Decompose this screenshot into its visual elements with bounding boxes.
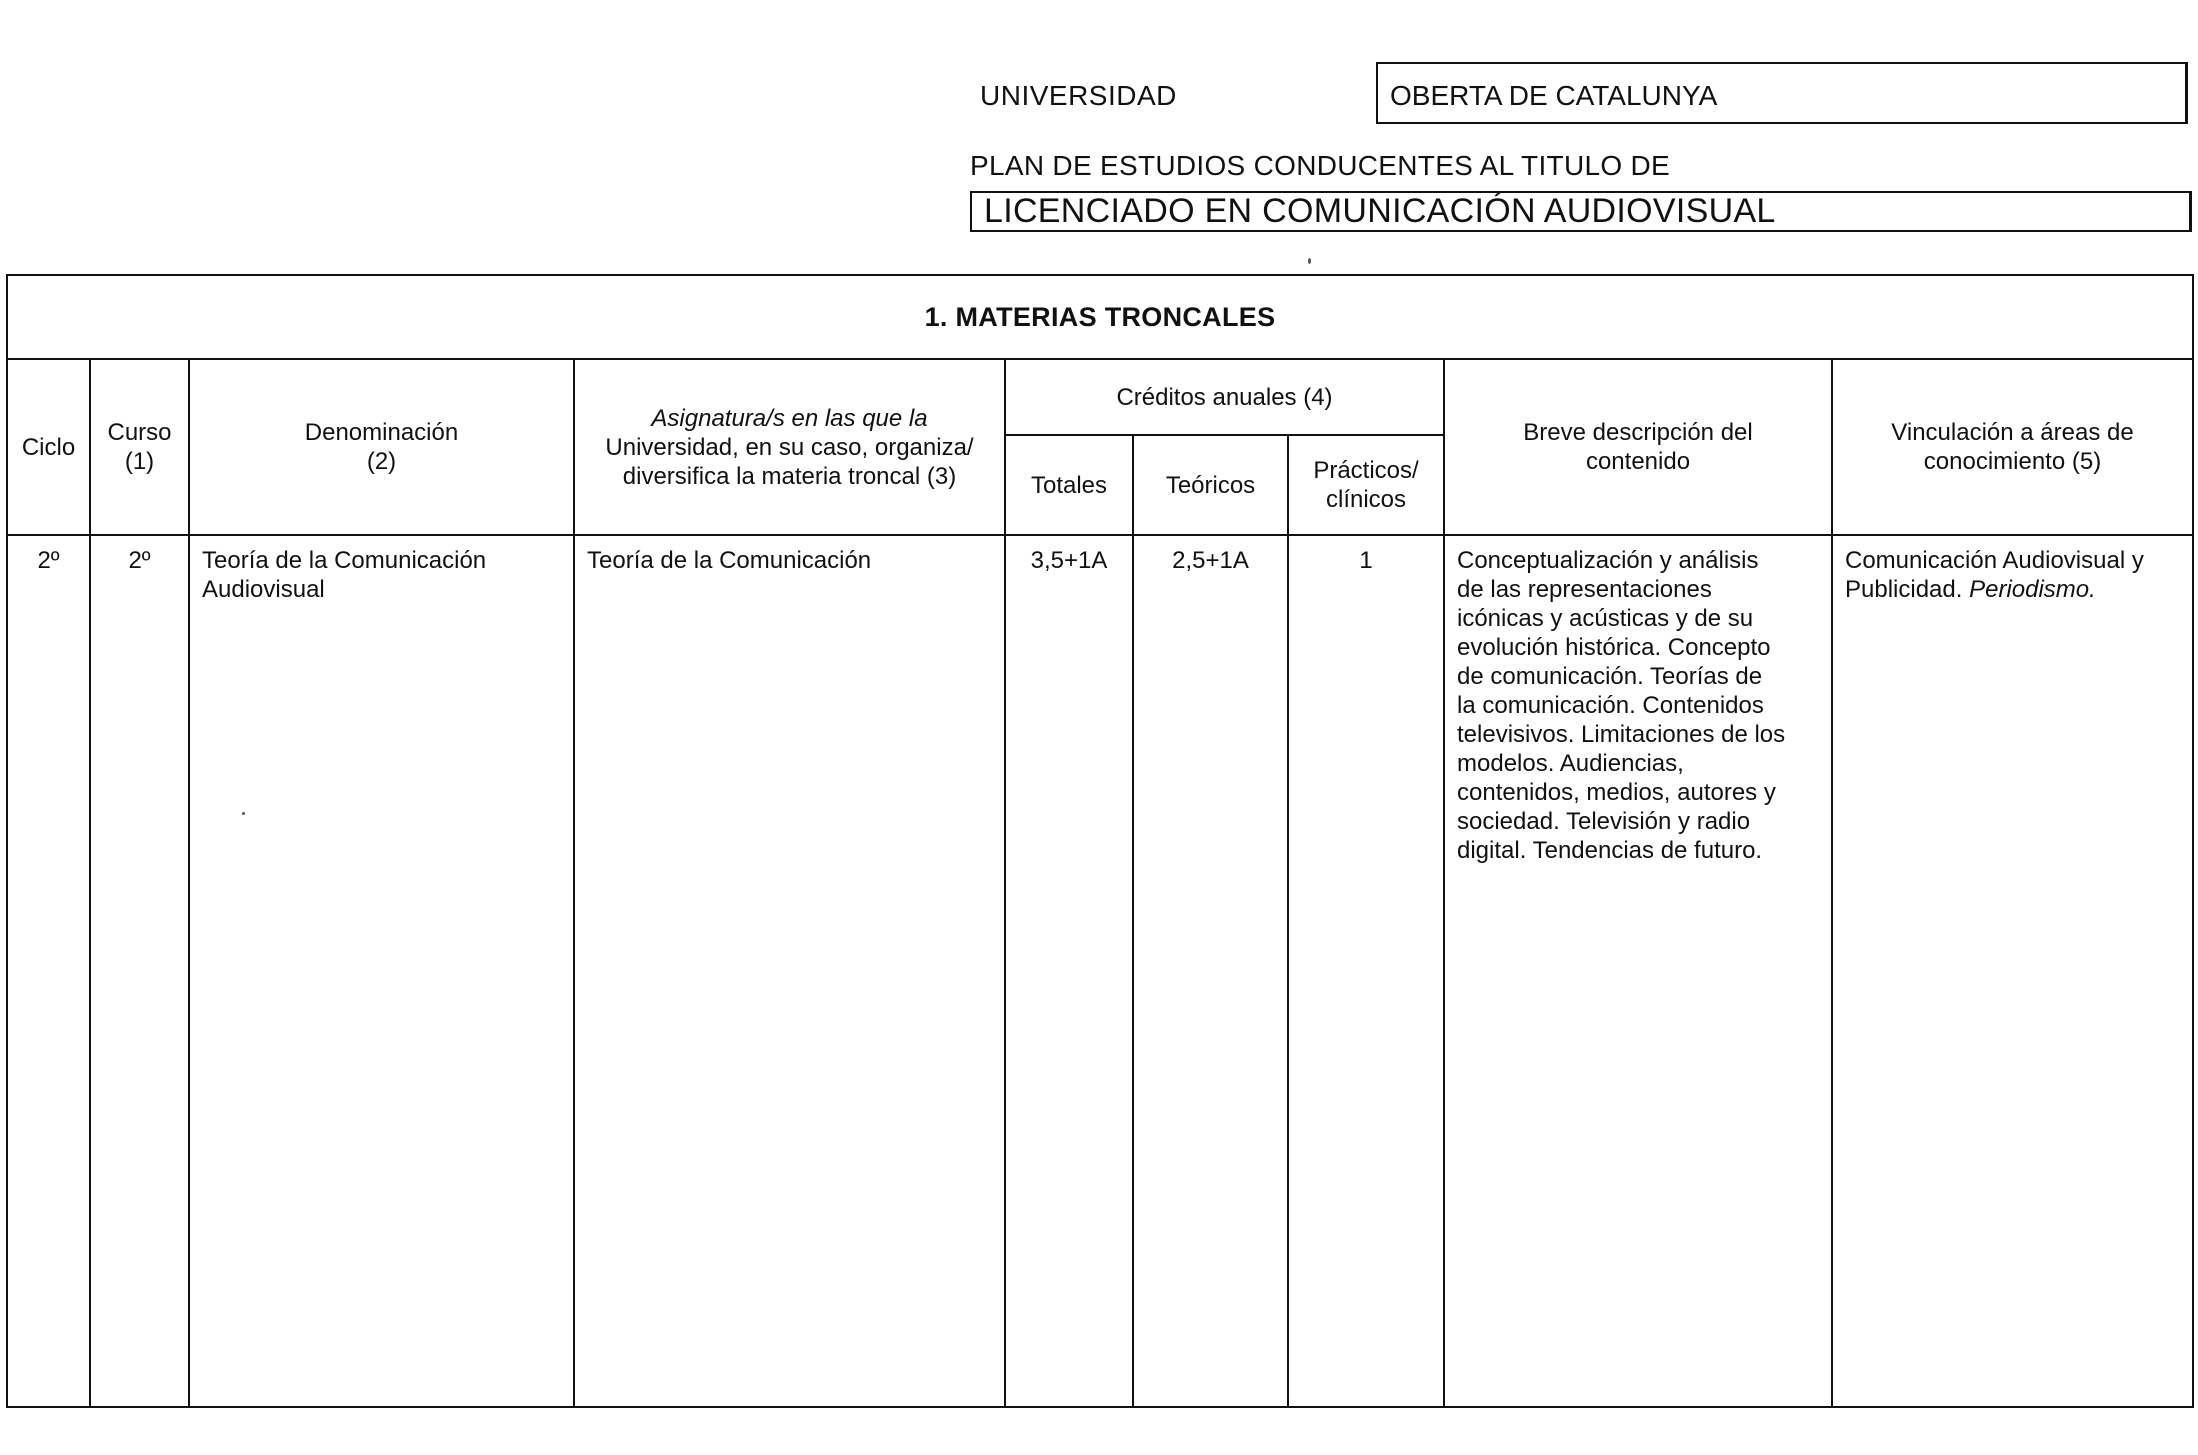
cell-descripcion: Conceptualización y análisis de las representaciones icónicas y acústicas y de su evolución histórica. Concepto de comunicación. Teorías de la comunicación. Contenidos televisivos. Limitaciones de los modelos. Audiencias, contenidos, medios, autores y sociedad. Televisión y radio digital. Tendencias de futuro.: [1444, 535, 1832, 1407]
university-name-field: OBERTA DE CATALUNYA: [1376, 62, 2188, 124]
column-header-practicos: Prácticos/ clínicos: [1288, 435, 1444, 535]
column-header-vinculacion: Vinculación a áreas de conocimiento (5): [1832, 359, 2193, 535]
cell-asignatura: Teoría de la Comunicación: [574, 535, 1005, 1407]
cell-practicos: 1: [1288, 535, 1444, 1407]
cell-teoricos: 2,5+1A: [1133, 535, 1288, 1407]
column-header-asignatura: Asignatura/s en las que la Universidad, en su caso, organiza/ diversifica la materia troncal (3): [574, 359, 1005, 535]
plan-label: PLAN DE ESTUDIOS CONDUCENTES AL TITULO DE: [970, 150, 1670, 181]
table-row: [7, 535, 2193, 1407]
column-header-totales: Totales: [1005, 435, 1133, 535]
cell-vinculacion: Comunicación Audiovisual y Publicidad. Periodismo.: [1832, 535, 2193, 1407]
materias-troncales-table: [6, 274, 2194, 1408]
section-title: 1. MATERIAS TRONCALES: [7, 275, 2193, 359]
column-header-creditos: Créditos anuales (4): [1005, 359, 1444, 435]
column-header-curso: Curso (1): [90, 359, 189, 535]
university-label: UNIVERSIDAD: [980, 80, 1177, 111]
degree-title-field: LICENCIADO EN COMUNICACIÓN AUDIOVISUAL: [970, 191, 2192, 232]
column-header-denominacion: Denominación (2): [189, 359, 574, 535]
cell-ciclo: 2º: [7, 535, 90, 1407]
column-header-teoricos: Teóricos: [1133, 435, 1288, 535]
column-header-ciclo: Ciclo: [7, 359, 90, 535]
column-header-descripcion: Breve descripción del contenido: [1444, 359, 1832, 535]
cell-curso: 2º: [90, 535, 189, 1407]
cell-denominacion: Teoría de la Comunicación Audiovisual: [189, 535, 574, 1407]
cell-totales: 3,5+1A: [1005, 535, 1133, 1407]
scan-speck: [1308, 258, 1311, 264]
